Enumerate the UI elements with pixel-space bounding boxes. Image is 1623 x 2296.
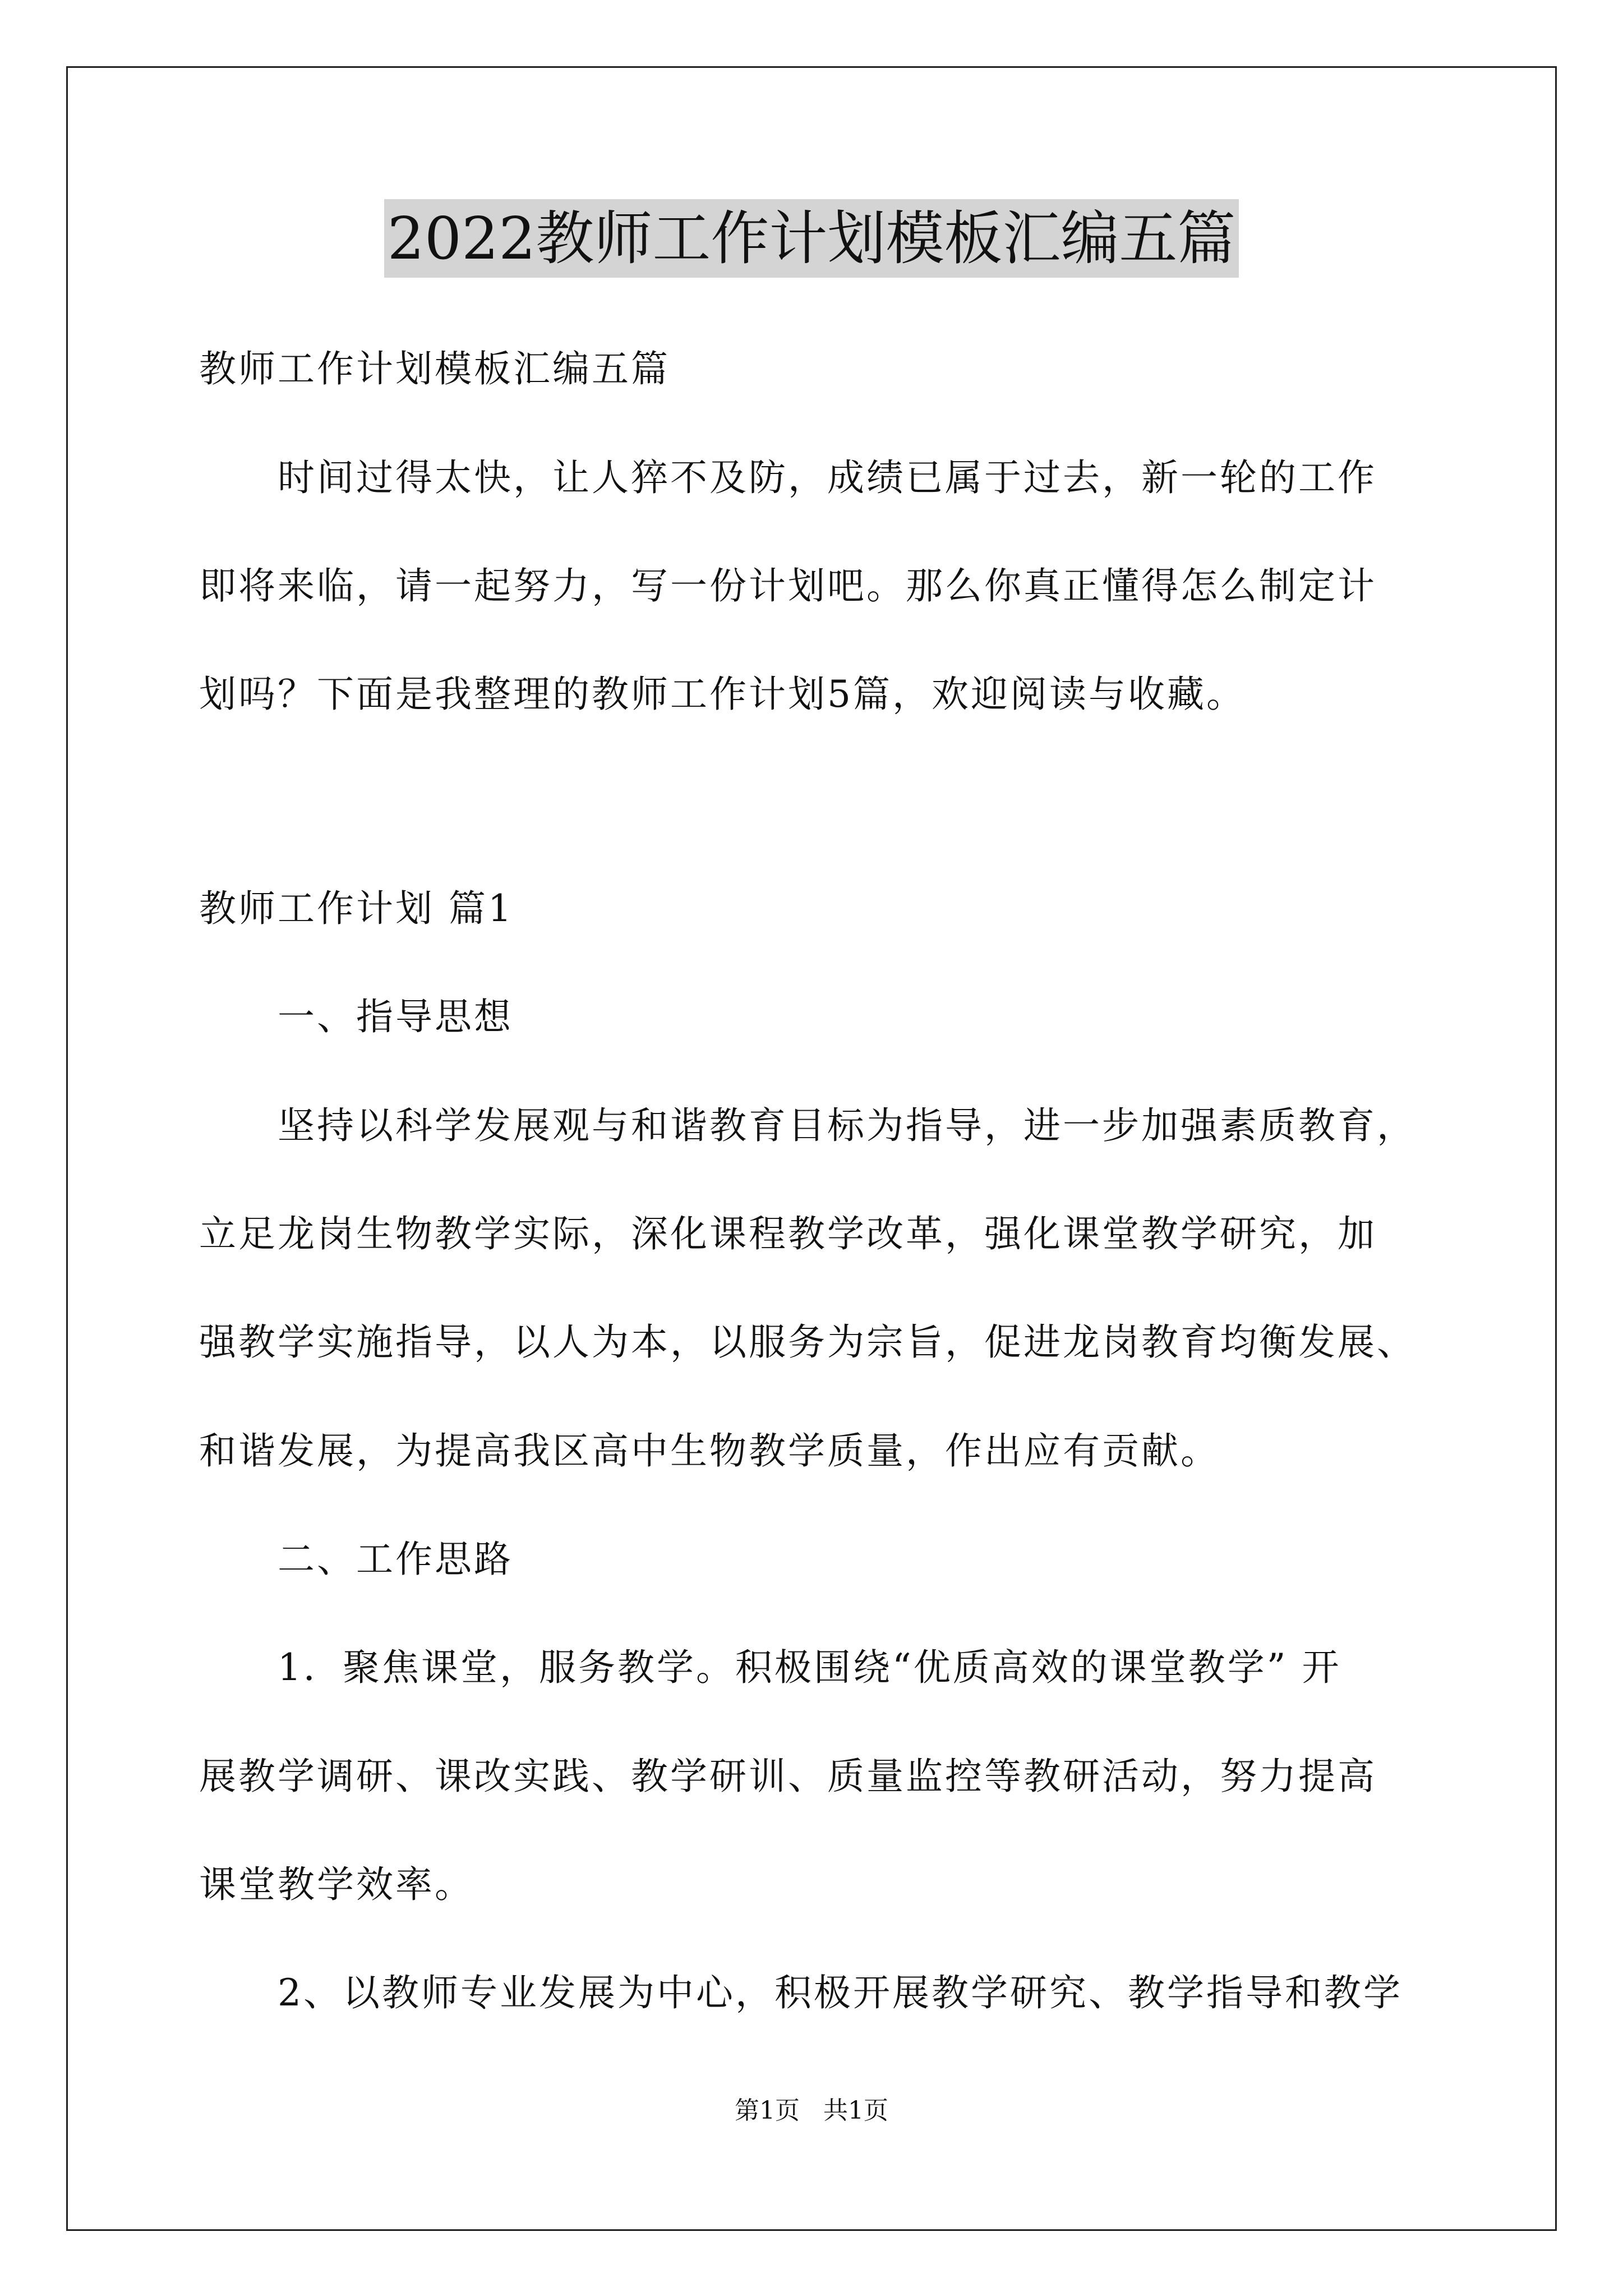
intro-line-3: 划吗？下面是我整理的教师工作计划5篇，欢迎阅读与收藏。 [199, 673, 1246, 716]
section-heading: 教师工作计划 篇1 [199, 887, 514, 930]
paragraph-line: 和谐发展，为提高我区高中生物教学质量，作出应有贡献。 [199, 1429, 1220, 1473]
paragraph-line: 课堂教学效率。 [199, 1863, 474, 1906]
subtitle-line: 教师工作计划模板汇编五篇 [199, 347, 670, 390]
paragraph-line: 1．聚焦课堂，服务教学。积极围绕“优质高效的课堂教学” 开 [278, 1646, 1341, 1689]
page-footer: 第1页 共1页 [735, 2096, 888, 2125]
title-wrap [0, 199, 1623, 278]
heading-work-approach: 二、工作思路 [278, 1538, 513, 1581]
intro-line-2: 即将来临，请一起努力，写一份计划吧。那么你真正懂得怎么制定计 [199, 564, 1377, 608]
paragraph-line: 2、以教师专业发展为中心，积极开展教学研究、教学指导和教学 [278, 1971, 1403, 2014]
heading-guiding-thought: 一、指导思想 [278, 995, 513, 1038]
paragraph-line: 坚持以科学发展观与和谐教育目标为指导，进一步加强素质教育， [278, 1104, 1416, 1147]
paragraph-line: 展教学调研、课改实践、教学研训、质量监控等教研活动，努力提高 [199, 1755, 1377, 1798]
paragraph-line: 强教学实施指导，以人为本，以服务为宗旨，促进龙岗教育均衡发展、 [199, 1320, 1416, 1364]
document-title: 2022教师工作计划模板汇编五篇 [384, 199, 1239, 278]
intro-line-1: 时间过得太快，让人猝不及防，成绩已属于过去，新一轮的工作 [278, 456, 1377, 499]
paragraph-line: 立足龙岗生物教学实际，深化课程教学改革，强化课堂教学研究，加 [199, 1212, 1377, 1255]
